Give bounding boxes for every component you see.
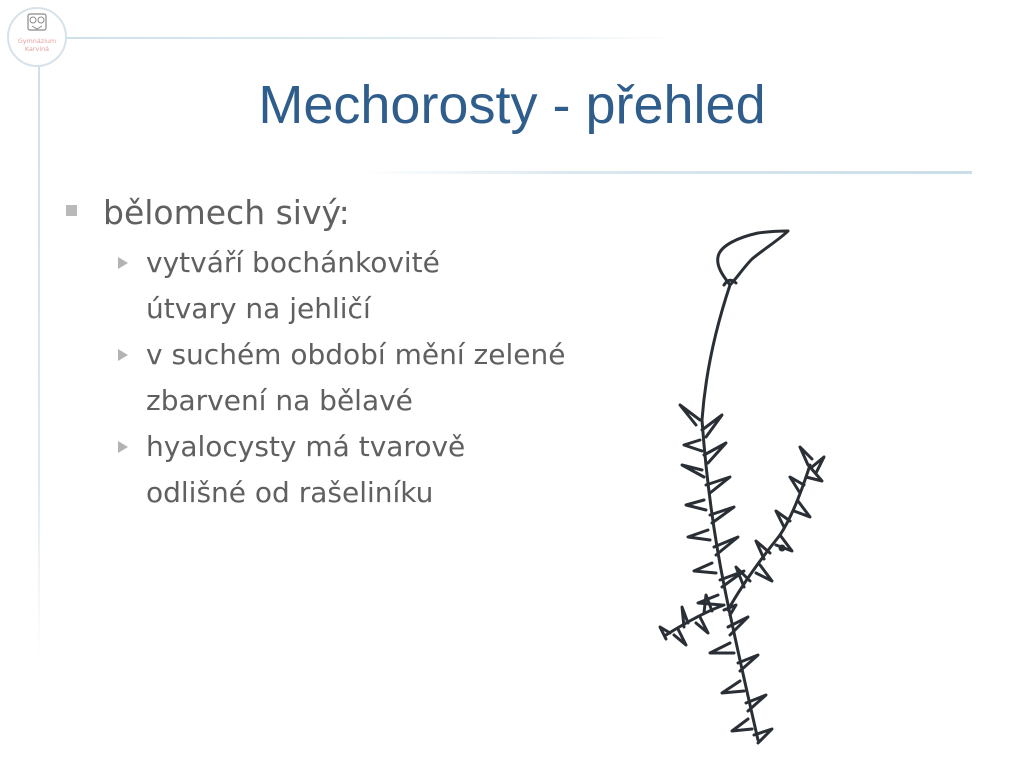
logo-text-line-1: Gymnázium (17, 37, 57, 45)
slide-title: Mechorosty - přehled (258, 75, 766, 135)
sub-bullet-item (116, 424, 580, 516)
sub-bullet-text: v suchém období mění zelené zbarvení na bělavé (146, 338, 566, 417)
square-bullet-icon (66, 205, 77, 216)
triangle-bullet-icon (118, 349, 128, 361)
sub-bullet-item (116, 240, 580, 332)
decorative-vertical-line (38, 60, 40, 660)
bullet-text: bělomech sivý: (103, 193, 350, 232)
title-underline (360, 171, 972, 174)
bullet-list (60, 190, 580, 516)
triangle-bullet-icon (118, 257, 128, 269)
bullet-item-level1 (60, 190, 580, 236)
sub-bullet-text: hyalocysty má tvarově odlišné od rašeliníku (146, 430, 466, 509)
sub-bullet-list (116, 240, 580, 516)
triangle-bullet-icon (118, 441, 128, 453)
sub-bullet-item (116, 332, 580, 424)
logo-text-line-2: Karviná (24, 45, 50, 53)
moss-drawing-image (640, 215, 860, 755)
sub-bullet-text: vytváří bochánkovité útvary na jehličí (146, 246, 440, 325)
decorative-top-line (60, 37, 680, 39)
school-owl-logo-icon (6, 6, 68, 68)
